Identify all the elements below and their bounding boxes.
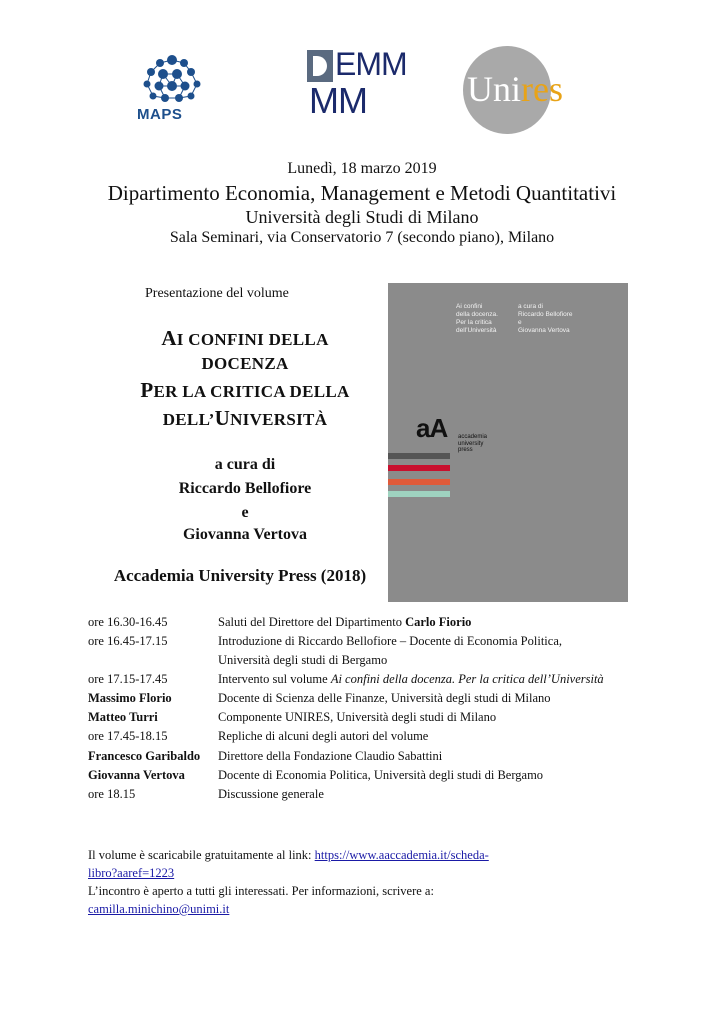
editor-2: Giovanna Vertova bbox=[182, 526, 307, 543]
cover-title: Ai confini della docenza. Per la critica dell’Università bbox=[456, 303, 498, 334]
editor-conjunction: e bbox=[241, 504, 249, 521]
download-link-cont[interactable]: libro?aaref=1223 bbox=[88, 866, 175, 880]
cover-stripe-2 bbox=[388, 465, 450, 471]
schedule-time-3: ore 17.15-17.45 bbox=[88, 672, 168, 686]
open-event-text: L’incontro è aperto a tutti gli interessati. Per informazioni, scrivere a: bbox=[88, 884, 434, 898]
speaker-role-garibaldo: Direttore della Fondazione Claudio Sabattini bbox=[218, 749, 443, 763]
demm-logo bbox=[307, 46, 407, 121]
cover-publisher: accademia university press bbox=[458, 434, 488, 453]
venue: Sala Seminari, via Conservatorio 7 (secondo piano), Milano bbox=[169, 229, 555, 246]
demm-logo-top: EMM bbox=[335, 46, 407, 82]
speaker-role-florio: Docente di Scienza delle Finanze, Università degli studi di Milano bbox=[218, 691, 551, 705]
cover-aa-logo: aA bbox=[416, 413, 448, 443]
speaker-matteo-turri: Matteo Turri bbox=[88, 710, 158, 724]
book-title-line-2: DOCENZA bbox=[201, 354, 289, 373]
curated-by: a cura di bbox=[214, 456, 276, 473]
cover-editors: a cura di Riccardo Bellofiore e Giovanna Vertova bbox=[518, 303, 573, 334]
unires-logo bbox=[463, 46, 613, 134]
publisher: Accademia University Press (2018) bbox=[113, 566, 367, 585]
unires-logo-res: res bbox=[521, 69, 563, 109]
cover-stripe-1 bbox=[388, 453, 450, 459]
schedule-item-2: Introduzione di Riccardo Bellofiore – Docente di Economia Politica, bbox=[218, 634, 562, 648]
presentation-intro: Presentazione del volume bbox=[145, 286, 289, 301]
schedule-time-5: ore 18.15 bbox=[88, 787, 136, 801]
maps-logo-text: MAPS bbox=[137, 106, 183, 123]
speaker-giovanna-vertova: Giovanna Vertova bbox=[88, 768, 185, 782]
schedule-item-3: Intervento sul volume Ai confini della docenza. Per la critica dell’Università bbox=[218, 672, 604, 686]
schedule-item-1: Saluti del Direttore del Dipartimento Carlo Fiorio bbox=[218, 615, 472, 629]
speaker-role-turri: Componente UNIRES, Università degli studi di Milano bbox=[218, 710, 497, 724]
speaker-role-vertova: Docente di Economia Politica, Università degli studi di Bergamo bbox=[218, 768, 544, 782]
maps-network-icon bbox=[133, 52, 211, 106]
schedule-item-4: Repliche di alcuni degli autori del volume bbox=[218, 729, 429, 743]
book-cover bbox=[388, 283, 628, 602]
cover-stripe-3 bbox=[388, 479, 450, 485]
event-date: Lunedì, 18 marzo 2019 bbox=[287, 160, 437, 177]
university-name: Università degli Studi di Milano bbox=[245, 207, 479, 227]
schedule-item-2-cont: Università degli studi di Bergamo bbox=[218, 653, 388, 667]
maps-logo bbox=[133, 52, 211, 126]
demm-logo-bottom: MM bbox=[309, 80, 367, 121]
download-line: Il volume è scaricabile gratuitamente al link: https://www.aaccademia.it/scheda- bbox=[88, 848, 489, 862]
book-title-line-1: AI CONFINI DELLA bbox=[161, 326, 329, 350]
book-title-line-3: PER LA CRITICA DELLA bbox=[140, 378, 350, 402]
schedule-time-2: ore 16.45-17.15 bbox=[88, 634, 168, 648]
speaker-francesco-garibaldo: Francesco Garibaldo bbox=[88, 749, 201, 763]
editor-1: Riccardo Bellofiore bbox=[178, 480, 312, 497]
contact-email-link[interactable]: camilla.minichino@unimi.it bbox=[88, 902, 230, 916]
unires-logo-uni: Uni bbox=[467, 69, 521, 109]
schedule-item-5: Discussione generale bbox=[218, 787, 324, 801]
schedule-time-1: ore 16.30-16.45 bbox=[88, 615, 168, 629]
department-name: Dipartimento Economia, Management e Metodi Quantitativi bbox=[107, 181, 617, 205]
download-link[interactable]: https://www.aaccademia.it/scheda- bbox=[314, 848, 489, 862]
footer-info bbox=[88, 846, 648, 918]
schedule-time-4: ore 17.45-18.15 bbox=[88, 729, 168, 743]
speaker-massimo-florio: Massimo Florio bbox=[88, 691, 172, 705]
book-title-line-4: DELL’UNIVERSITÀ bbox=[162, 406, 328, 430]
cover-stripe-4 bbox=[388, 491, 450, 497]
